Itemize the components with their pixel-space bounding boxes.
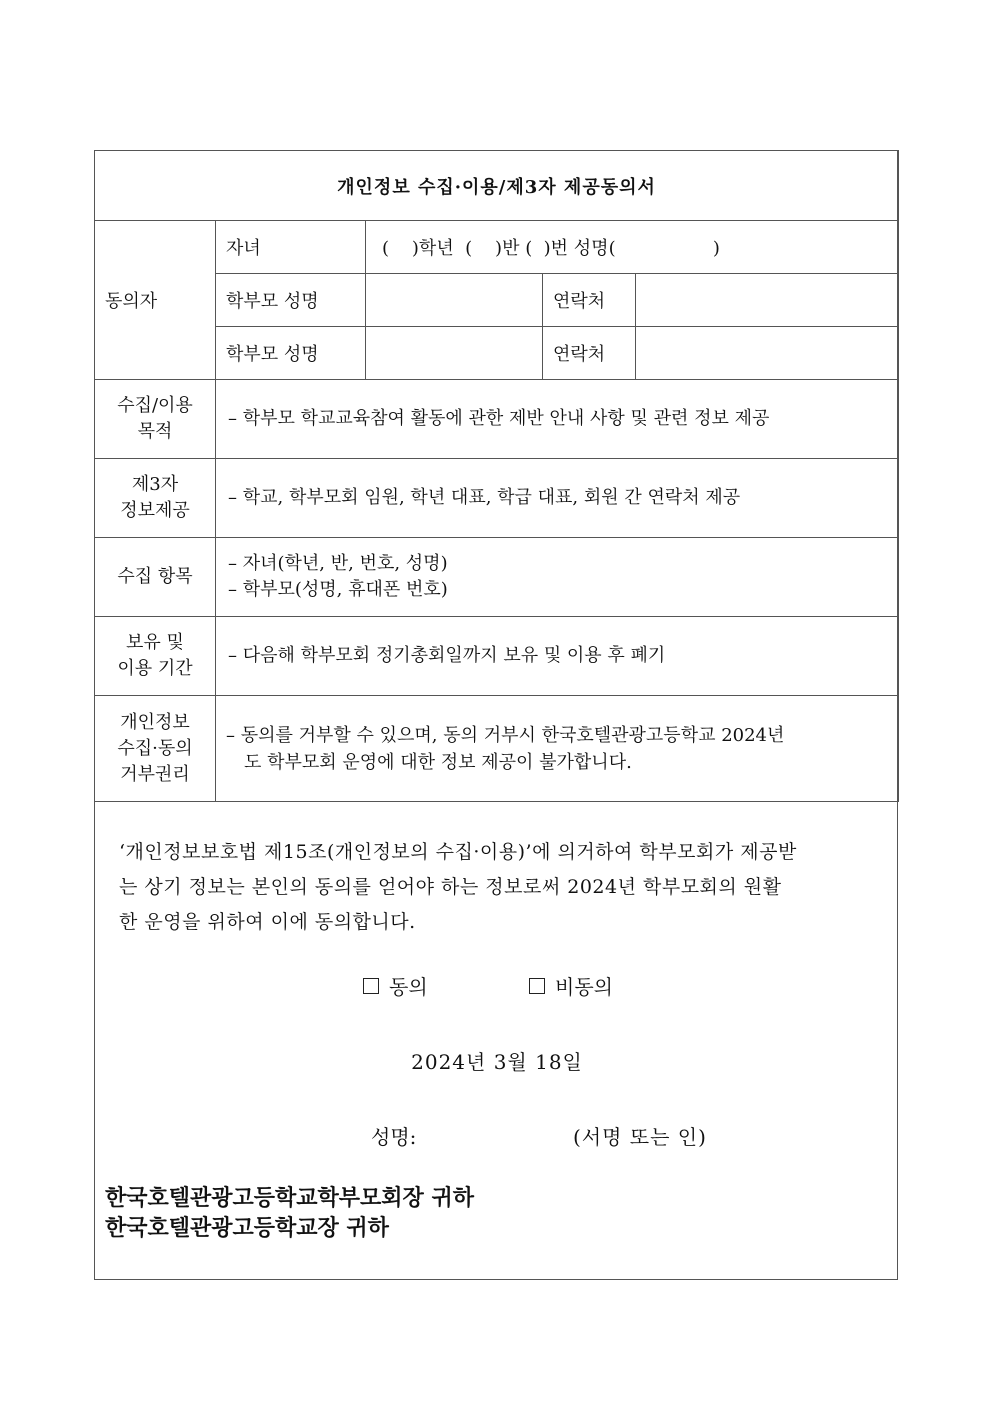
third-party-label-line1: 제3자 <box>131 474 179 495</box>
agree-option[interactable] <box>363 971 428 1000</box>
disagree-option[interactable] <box>529 971 613 1000</box>
addressee-line1: 한국호텔관광고등학교학부모회장 귀하 <box>105 1186 474 1211</box>
disagree-label: 비동의 <box>555 975 613 999</box>
refusal-label-line3: 거부권리 <box>120 763 190 785</box>
refusal-content <box>216 696 899 802</box>
third-party-content: – 학교, 학부모회 임원, 학년 대표, 학급 대표, 회원 간 연락처 제공 <box>216 459 899 538</box>
parent-contact-field[interactable] <box>636 327 899 380</box>
purpose-label-line1: 수집/이용 <box>117 395 193 416</box>
purpose-label-line2: 목적 <box>137 421 173 442</box>
addressee-line2: 한국호텔관광고등학교장 귀하 <box>105 1216 389 1241</box>
consent-form <box>94 150 898 1280</box>
child-info-field[interactable]: ( )학년 ( )반 ( )번 성명( ) <box>366 221 899 274</box>
retention-content: – 다음해 학부모회 정기총회일까지 보유 및 이용 후 폐기 <box>216 617 899 696</box>
statement-line3: 한 운영을 위하여 이에 동의합니다. <box>119 911 416 933</box>
signature-note: (서명 또는 인) <box>573 1125 707 1149</box>
consent-date: 2024년 3월 18일 <box>411 1050 583 1074</box>
third-party-label <box>95 459 216 538</box>
consenter-label: 동의자 <box>95 221 216 380</box>
child-label: 자녀 <box>216 221 366 274</box>
parent-name-label: 학부모 성명 <box>216 274 366 327</box>
refusal-label <box>95 696 216 802</box>
parent-contact-field[interactable] <box>636 274 899 327</box>
signature-label: 성명: <box>371 1125 417 1149</box>
parent-name-label: 학부모 성명 <box>216 327 366 380</box>
parent-name-field[interactable] <box>366 274 543 327</box>
third-party-label-line2: 정보제공 <box>120 500 190 521</box>
parent-name-field[interactable] <box>366 327 543 380</box>
retention-label-line1: 보유 및 <box>126 632 184 653</box>
disagree-checkbox-icon[interactable] <box>529 978 545 994</box>
items-line-parent: – 학부모(성명, 휴대폰 번호) <box>228 579 448 600</box>
agree-label: 동의 <box>389 975 428 999</box>
purpose-content: – 학부모 학교교육참여 활동에 관한 제반 안내 사항 및 관련 정보 제공 <box>216 380 899 459</box>
items-label: 수집 항목 <box>95 538 216 617</box>
refusal-label-line2: 수집·동의 <box>117 737 193 759</box>
refusal-content-line1: – 동의를 거부할 수 있으며, 동의 거부시 한국호텔관광고등학교 2024년 <box>226 724 785 746</box>
consent-table <box>94 150 899 802</box>
items-content <box>216 538 899 617</box>
parent-contact-label: 연락처 <box>543 327 636 380</box>
agree-checkbox-icon[interactable] <box>363 978 379 994</box>
items-line-child: – 자녀(학년, 반, 번호, 성명) <box>228 553 448 574</box>
statement-line1: ‘개인정보보호법 제15조(개인정보의 수집·이용)’에 의거하여 학부모회가 제공받 <box>119 841 797 863</box>
consent-statement <box>119 835 879 940</box>
form-title: 개인정보 수집·이용/제3자 제공동의서 <box>95 151 899 221</box>
refusal-label-line1: 개인정보 <box>120 711 190 733</box>
refusal-content-line2: 도 학부모회 운영에 대한 정보 제공이 불가합니다. <box>244 751 632 773</box>
statement-line2: 는 상기 정보는 본인의 동의를 얻어야 하는 정보로써 2024년 학부모회의 원활 <box>119 876 782 898</box>
purpose-label <box>95 380 216 459</box>
parent-contact-label: 연락처 <box>543 274 636 327</box>
retention-label-line2: 이용 기간 <box>117 658 193 679</box>
retention-label <box>95 617 216 696</box>
